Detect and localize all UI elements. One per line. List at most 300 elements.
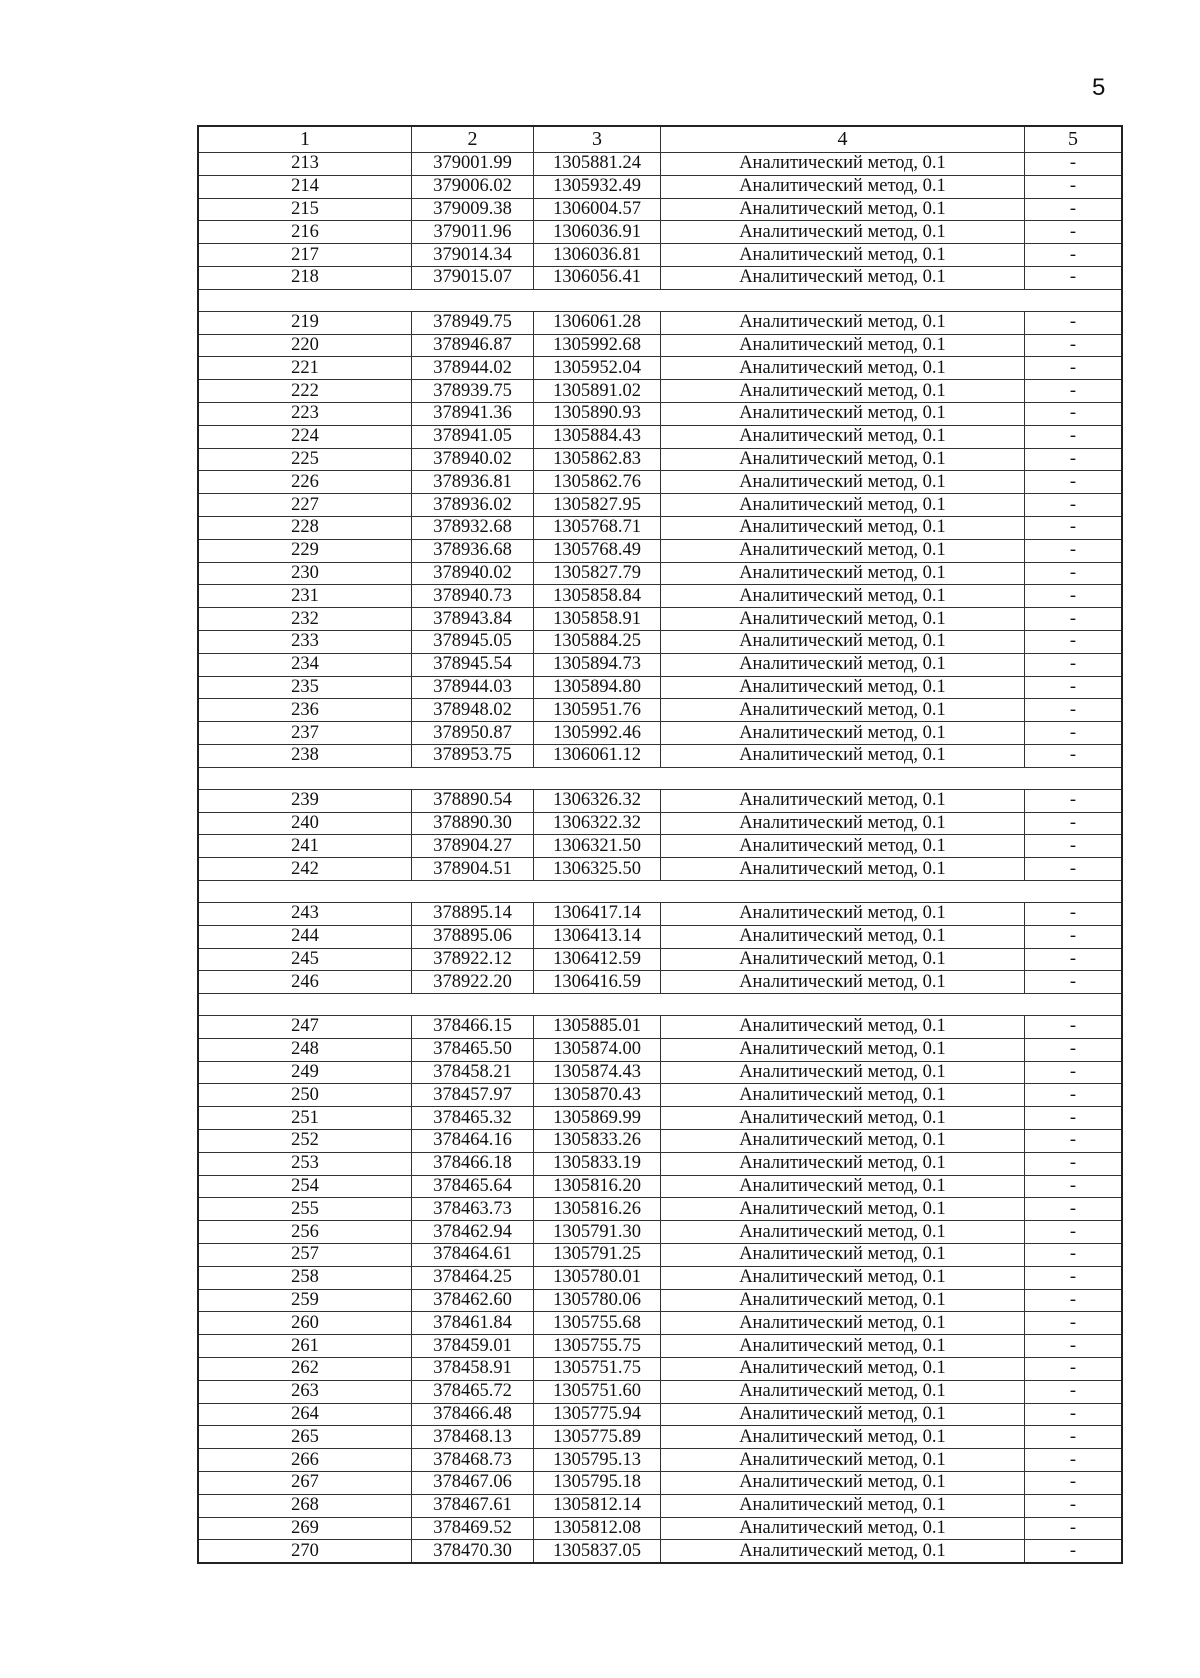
table-cell: Аналитический метод, 0.1 <box>661 1266 1025 1289</box>
table-cell: 249 <box>198 1061 412 1084</box>
table-row <box>198 334 1122 357</box>
table-cell: 1306061.12 <box>534 744 661 767</box>
table-cell: 378461.84 <box>412 1312 534 1335</box>
table-cell: 378465.50 <box>412 1038 534 1061</box>
table-cell: Аналитический метод, 0.1 <box>661 198 1025 221</box>
table-row <box>198 1016 1122 1039</box>
table-row <box>198 1426 1122 1449</box>
table-cell: 378936.81 <box>412 471 534 494</box>
table-row <box>198 608 1122 631</box>
empty-cell <box>198 767 1122 789</box>
table-cell: 378466.18 <box>412 1152 534 1175</box>
table-cell: - <box>1025 1016 1123 1039</box>
table-cell: - <box>1025 744 1123 767</box>
table-cell: 379009.38 <box>412 198 534 221</box>
table-cell: 245 <box>198 948 412 971</box>
table-cell: - <box>1025 585 1123 608</box>
table-cell: 1306412.59 <box>534 948 661 971</box>
table-cell: 1305755.68 <box>534 1312 661 1335</box>
group-separator-row <box>198 289 1122 311</box>
table-cell: - <box>1025 221 1123 244</box>
table-cell: 378922.12 <box>412 948 534 971</box>
table-cell: 255 <box>198 1198 412 1221</box>
table-cell: 1306056.41 <box>534 266 661 289</box>
table-row <box>198 221 1122 244</box>
table-cell: 378944.02 <box>412 357 534 380</box>
table-cell: Аналитический метод, 0.1 <box>661 722 1025 745</box>
table-cell: Аналитический метод, 0.1 <box>661 699 1025 722</box>
table-cell: - <box>1025 1152 1123 1175</box>
table-cell: 378469.52 <box>412 1517 534 1540</box>
table-cell: - <box>1025 494 1123 517</box>
table-cell: 217 <box>198 244 412 267</box>
table-row <box>198 1449 1122 1472</box>
table-cell: 1306413.14 <box>534 925 661 948</box>
table-cell: 268 <box>198 1494 412 1517</box>
table-cell: 378904.51 <box>412 858 534 881</box>
table-cell: 378463.73 <box>412 1198 534 1221</box>
table-cell: - <box>1025 1449 1123 1472</box>
table-cell: 270 <box>198 1540 412 1563</box>
table-cell: 378943.84 <box>412 608 534 631</box>
table-cell: Аналитический метод, 0.1 <box>661 334 1025 357</box>
table-cell: 378464.25 <box>412 1266 534 1289</box>
table-cell: Аналитический метод, 0.1 <box>661 311 1025 334</box>
table-cell: 378465.64 <box>412 1175 534 1198</box>
table-cell: 214 <box>198 175 412 198</box>
table-cell: 231 <box>198 585 412 608</box>
table-cell: 378890.54 <box>412 789 534 812</box>
table-cell: - <box>1025 722 1123 745</box>
table-cell: - <box>1025 858 1123 881</box>
table-cell: Аналитический метод, 0.1 <box>661 1221 1025 1244</box>
table-row <box>198 858 1122 881</box>
table-cell: - <box>1025 380 1123 403</box>
table-cell: 1305894.80 <box>534 676 661 699</box>
table-cell: 1306321.50 <box>534 835 661 858</box>
table-cell: - <box>1025 653 1123 676</box>
table-row <box>198 699 1122 722</box>
table-cell: - <box>1025 562 1123 585</box>
table-cell: 378468.13 <box>412 1426 534 1449</box>
table-cell: 224 <box>198 425 412 448</box>
table-cell: Аналитический метод, 0.1 <box>661 1244 1025 1267</box>
coordinates-table <box>197 125 1123 1564</box>
table-cell: - <box>1025 1061 1123 1084</box>
table-cell: Аналитический метод, 0.1 <box>661 1016 1025 1039</box>
table-cell: 238 <box>198 744 412 767</box>
table-cell: 379014.34 <box>412 244 534 267</box>
table-cell: 243 <box>198 902 412 925</box>
table-cell: - <box>1025 1084 1123 1107</box>
table-cell: 227 <box>198 494 412 517</box>
table-cell: Аналитический метод, 0.1 <box>661 539 1025 562</box>
table-cell: Аналитический метод, 0.1 <box>661 471 1025 494</box>
table-cell: 378465.32 <box>412 1107 534 1130</box>
table-cell: 233 <box>198 630 412 653</box>
table-cell: 1306325.50 <box>534 858 661 881</box>
table-cell: 378936.68 <box>412 539 534 562</box>
table-row <box>198 1061 1122 1084</box>
table-row <box>198 357 1122 380</box>
table-cell: 1305858.84 <box>534 585 661 608</box>
table-row <box>198 1289 1122 1312</box>
table-row <box>198 812 1122 835</box>
table-cell: - <box>1025 516 1123 539</box>
table-cell: 378470.30 <box>412 1540 534 1563</box>
table-row <box>198 1540 1122 1563</box>
table-cell: 228 <box>198 516 412 539</box>
table-cell: 378949.75 <box>412 311 534 334</box>
table-cell: Аналитический метод, 0.1 <box>661 402 1025 425</box>
empty-cell <box>198 880 1122 902</box>
table-row <box>198 744 1122 767</box>
table-cell: 1305816.20 <box>534 1175 661 1198</box>
table-cell: 1305780.01 <box>534 1266 661 1289</box>
table-cell: - <box>1025 244 1123 267</box>
table-cell: 1305768.49 <box>534 539 661 562</box>
table-cell: Аналитический метод, 0.1 <box>661 925 1025 948</box>
table-cell: 1305884.43 <box>534 425 661 448</box>
table-cell: 379015.07 <box>412 266 534 289</box>
table-cell: 252 <box>198 1130 412 1153</box>
table-cell: Аналитический метод, 0.1 <box>661 1494 1025 1517</box>
table-cell: - <box>1025 357 1123 380</box>
table-cell: 378468.73 <box>412 1449 534 1472</box>
table-cell: 1305932.49 <box>534 175 661 198</box>
table-row <box>198 835 1122 858</box>
table-cell: 262 <box>198 1358 412 1381</box>
table-cell: 246 <box>198 971 412 994</box>
table-cell: 378459.01 <box>412 1335 534 1358</box>
table-cell: 220 <box>198 334 412 357</box>
table-row <box>198 676 1122 699</box>
table-cell: 1306036.81 <box>534 244 661 267</box>
table-row <box>198 1380 1122 1403</box>
table-cell: - <box>1025 1244 1123 1267</box>
table-cell: - <box>1025 1107 1123 1130</box>
table-cell: - <box>1025 1472 1123 1495</box>
table-row <box>198 1084 1122 1107</box>
table-cell: Аналитический метод, 0.1 <box>661 676 1025 699</box>
table-cell: 1305827.79 <box>534 562 661 585</box>
table-cell: 259 <box>198 1289 412 1312</box>
table-cell: 378922.20 <box>412 971 534 994</box>
table-cell: 1305791.30 <box>534 1221 661 1244</box>
table-cell: Аналитический метод, 0.1 <box>661 744 1025 767</box>
table-cell: Аналитический метод, 0.1 <box>661 266 1025 289</box>
table-cell: Аналитический метод, 0.1 <box>661 380 1025 403</box>
table-cell: 1305890.93 <box>534 402 661 425</box>
table-cell: - <box>1025 266 1123 289</box>
table-cell: 378895.14 <box>412 902 534 925</box>
table-row <box>198 562 1122 585</box>
table-cell: 1305862.83 <box>534 448 661 471</box>
table-cell: Аналитический метод, 0.1 <box>661 948 1025 971</box>
table-cell: 378941.36 <box>412 402 534 425</box>
table-cell: - <box>1025 175 1123 198</box>
table-cell: Аналитический метод, 0.1 <box>661 1084 1025 1107</box>
table-cell: - <box>1025 425 1123 448</box>
table-cell: 378945.54 <box>412 653 534 676</box>
table-cell: - <box>1025 1517 1123 1540</box>
table-cell: 260 <box>198 1312 412 1335</box>
table-cell: 230 <box>198 562 412 585</box>
table-row <box>198 722 1122 745</box>
table-cell: - <box>1025 1289 1123 1312</box>
table-cell: 378940.02 <box>412 448 534 471</box>
table-cell: Аналитический метод, 0.1 <box>661 175 1025 198</box>
table-cell: Аналитический метод, 0.1 <box>661 448 1025 471</box>
table-cell: 379006.02 <box>412 175 534 198</box>
table-cell: 1305858.91 <box>534 608 661 631</box>
table-cell: 241 <box>198 835 412 858</box>
table-cell: 223 <box>198 402 412 425</box>
table-cell: 379001.99 <box>412 153 534 176</box>
table-row <box>198 1038 1122 1061</box>
table-row <box>198 494 1122 517</box>
table-cell: 1306004.57 <box>534 198 661 221</box>
table-row <box>198 471 1122 494</box>
table-row <box>198 1517 1122 1540</box>
table-cell: 378932.68 <box>412 516 534 539</box>
table-cell: 378904.27 <box>412 835 534 858</box>
table-cell: 240 <box>198 812 412 835</box>
table-cell: Аналитический метод, 0.1 <box>661 1472 1025 1495</box>
table-row <box>198 266 1122 289</box>
table-cell: 1305816.26 <box>534 1198 661 1221</box>
table-cell: Аналитический метод, 0.1 <box>661 1175 1025 1198</box>
table-cell: 1305885.01 <box>534 1016 661 1039</box>
table-cell: 1305894.73 <box>534 653 661 676</box>
table-cell: Аналитический метод, 0.1 <box>661 425 1025 448</box>
table-cell: 378946.87 <box>412 334 534 357</box>
table-cell: Аналитический метод, 0.1 <box>661 357 1025 380</box>
table-cell: 378936.02 <box>412 494 534 517</box>
column-header: 3 <box>534 126 661 153</box>
table-row <box>198 1358 1122 1381</box>
table-cell: 216 <box>198 221 412 244</box>
table-cell: 1305951.76 <box>534 699 661 722</box>
table-cell: 1306326.32 <box>534 789 661 812</box>
table-row <box>198 1403 1122 1426</box>
table-cell: 378939.75 <box>412 380 534 403</box>
table-cell: Аналитический метод, 0.1 <box>661 1540 1025 1563</box>
table-cell: Аналитический метод, 0.1 <box>661 1130 1025 1153</box>
table-row <box>198 1107 1122 1130</box>
table-cell: 1305833.26 <box>534 1130 661 1153</box>
table-cell: Аналитический метод, 0.1 <box>661 902 1025 925</box>
table-cell: Аналитический метод, 0.1 <box>661 812 1025 835</box>
table-cell: - <box>1025 1540 1123 1563</box>
empty-cell <box>198 994 1122 1016</box>
table-cell: - <box>1025 1221 1123 1244</box>
table-cell: 1306417.14 <box>534 902 661 925</box>
table-cell: - <box>1025 608 1123 631</box>
table-cell: 265 <box>198 1426 412 1449</box>
table-cell: 1306416.59 <box>534 971 661 994</box>
table-cell: 1305775.89 <box>534 1426 661 1449</box>
table-row <box>198 311 1122 334</box>
table-cell: 254 <box>198 1175 412 1198</box>
table-row <box>198 402 1122 425</box>
table-cell: 1305751.75 <box>534 1358 661 1381</box>
table-cell: Аналитический метод, 0.1 <box>661 1517 1025 1540</box>
table-row <box>198 1130 1122 1153</box>
table-cell: 378940.73 <box>412 585 534 608</box>
table-row <box>198 1335 1122 1358</box>
table-cell: 247 <box>198 1016 412 1039</box>
table-cell: 244 <box>198 925 412 948</box>
table-row <box>198 516 1122 539</box>
table-row <box>198 1152 1122 1175</box>
table-cell: Аналитический метод, 0.1 <box>661 1038 1025 1061</box>
table-cell: 1305874.00 <box>534 1038 661 1061</box>
table-cell: Аналитический метод, 0.1 <box>661 608 1025 631</box>
table-cell: Аналитический метод, 0.1 <box>661 653 1025 676</box>
table-cell: Аналитический метод, 0.1 <box>661 1358 1025 1381</box>
table-cell: 239 <box>198 789 412 812</box>
table-cell: 378945.05 <box>412 630 534 653</box>
column-header: 4 <box>661 126 1025 153</box>
table-row <box>198 153 1122 176</box>
table-cell: Аналитический метод, 0.1 <box>661 1403 1025 1426</box>
column-header: 1 <box>198 126 412 153</box>
table-cell: - <box>1025 539 1123 562</box>
group-separator-row <box>198 767 1122 789</box>
table-cell: 378466.15 <box>412 1016 534 1039</box>
table-cell: Аналитический метод, 0.1 <box>661 835 1025 858</box>
table-cell: - <box>1025 835 1123 858</box>
table-cell: 1305780.06 <box>534 1289 661 1312</box>
table-cell: Аналитический метод, 0.1 <box>661 1426 1025 1449</box>
table-cell: - <box>1025 902 1123 925</box>
table-cell: 219 <box>198 311 412 334</box>
table-cell: 1305833.19 <box>534 1152 661 1175</box>
table-cell: - <box>1025 1312 1123 1335</box>
table-body <box>198 126 1122 1563</box>
table-cell: 379011.96 <box>412 221 534 244</box>
table-cell: 234 <box>198 653 412 676</box>
table-cell: 257 <box>198 1244 412 1267</box>
table-cell: - <box>1025 1380 1123 1403</box>
table-cell: 1305827.95 <box>534 494 661 517</box>
table-cell: Аналитический метод, 0.1 <box>661 516 1025 539</box>
table-cell: 378457.97 <box>412 1084 534 1107</box>
table-cell: 378467.06 <box>412 1472 534 1495</box>
table-cell: Аналитический метод, 0.1 <box>661 153 1025 176</box>
group-separator-row <box>198 880 1122 902</box>
table-cell: 1305874.43 <box>534 1061 661 1084</box>
table-cell: 237 <box>198 722 412 745</box>
table-cell: 1305791.25 <box>534 1244 661 1267</box>
table-cell: - <box>1025 676 1123 699</box>
table-row <box>198 1312 1122 1335</box>
table-cell: 267 <box>198 1472 412 1495</box>
table-cell: 1305755.75 <box>534 1335 661 1358</box>
table-cell: 221 <box>198 357 412 380</box>
table-cell: 378458.21 <box>412 1061 534 1084</box>
table-cell: 378890.30 <box>412 812 534 835</box>
table-cell: Аналитический метод, 0.1 <box>661 858 1025 881</box>
table-cell: 213 <box>198 153 412 176</box>
table-cell: 1305952.04 <box>534 357 661 380</box>
table-cell: 1305862.76 <box>534 471 661 494</box>
table-cell: 250 <box>198 1084 412 1107</box>
table-cell: 378462.60 <box>412 1289 534 1312</box>
table-cell: - <box>1025 311 1123 334</box>
table-cell: 263 <box>198 1380 412 1403</box>
table-row <box>198 244 1122 267</box>
table-cell: - <box>1025 1358 1123 1381</box>
table-cell: 1305992.46 <box>534 722 661 745</box>
table-cell: Аналитический метод, 0.1 <box>661 1449 1025 1472</box>
table-cell: - <box>1025 198 1123 221</box>
table-cell: 232 <box>198 608 412 631</box>
table-cell: - <box>1025 1038 1123 1061</box>
table-cell: 378465.72 <box>412 1380 534 1403</box>
table-cell: Аналитический метод, 0.1 <box>661 1312 1025 1335</box>
table-cell: 242 <box>198 858 412 881</box>
table-row <box>198 925 1122 948</box>
table-cell: 378458.91 <box>412 1358 534 1381</box>
table-cell: 1305869.99 <box>534 1107 661 1130</box>
table-cell: 1305768.71 <box>534 516 661 539</box>
table-cell: 1305837.05 <box>534 1540 661 1563</box>
table-cell: 251 <box>198 1107 412 1130</box>
empty-cell <box>198 289 1122 311</box>
table-cell: Аналитический метод, 0.1 <box>661 1198 1025 1221</box>
page-number: 5 <box>1092 74 1106 101</box>
table-cell: - <box>1025 630 1123 653</box>
table-cell: 1305775.94 <box>534 1403 661 1426</box>
table-row <box>198 630 1122 653</box>
table-row <box>198 448 1122 471</box>
table-cell: - <box>1025 789 1123 812</box>
table-row <box>198 653 1122 676</box>
table-cell: 222 <box>198 380 412 403</box>
table-cell: 269 <box>198 1517 412 1540</box>
table-cell: - <box>1025 448 1123 471</box>
table-cell: 378462.94 <box>412 1221 534 1244</box>
table-cell: Аналитический метод, 0.1 <box>661 1380 1025 1403</box>
table-cell: Аналитический метод, 0.1 <box>661 494 1025 517</box>
table-cell: 253 <box>198 1152 412 1175</box>
table-cell: 1306061.28 <box>534 311 661 334</box>
column-header: 2 <box>412 126 534 153</box>
table-cell: Аналитический метод, 0.1 <box>661 1289 1025 1312</box>
table-row <box>198 902 1122 925</box>
table-cell: Аналитический метод, 0.1 <box>661 244 1025 267</box>
table-cell: - <box>1025 699 1123 722</box>
table-cell: 226 <box>198 471 412 494</box>
table-cell: 378950.87 <box>412 722 534 745</box>
table-cell: 218 <box>198 266 412 289</box>
table-row <box>198 971 1122 994</box>
table-cell: - <box>1025 471 1123 494</box>
table-cell: - <box>1025 402 1123 425</box>
table-cell: 1305891.02 <box>534 380 661 403</box>
table-cell: - <box>1025 971 1123 994</box>
table-cell: 1305870.43 <box>534 1084 661 1107</box>
table-cell: 258 <box>198 1266 412 1289</box>
table-cell: 378466.48 <box>412 1403 534 1426</box>
table-cell: - <box>1025 1175 1123 1198</box>
table-cell: 1305992.68 <box>534 334 661 357</box>
table-cell: Аналитический метод, 0.1 <box>661 1152 1025 1175</box>
table-cell: Аналитический метод, 0.1 <box>661 971 1025 994</box>
table-row <box>198 789 1122 812</box>
